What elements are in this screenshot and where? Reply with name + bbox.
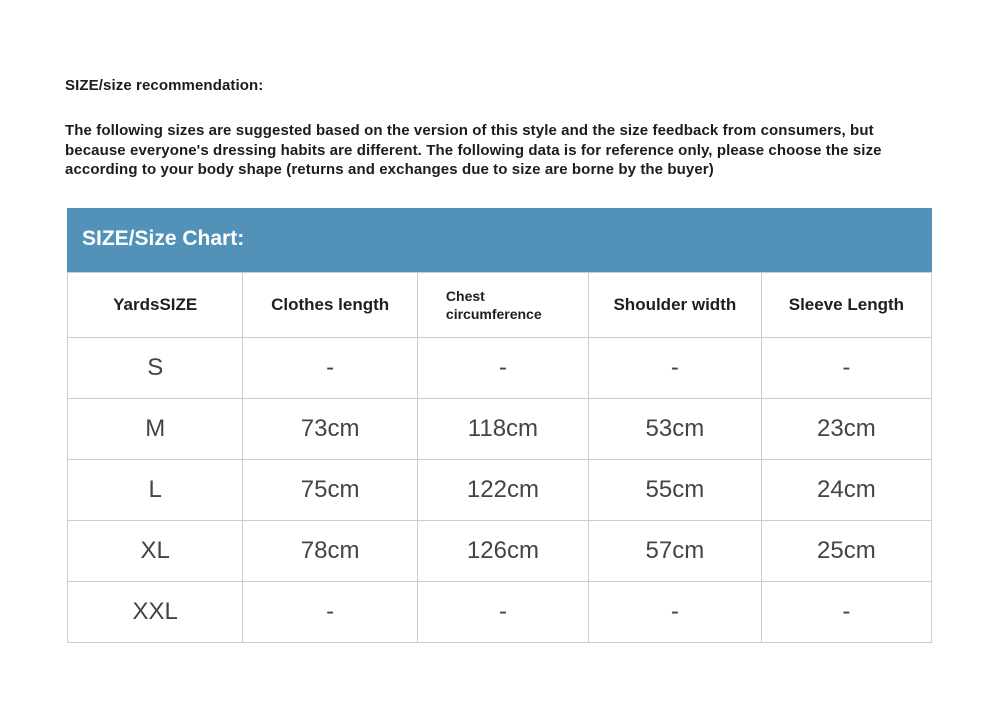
- sleeve-length-value: -: [761, 338, 931, 399]
- table-header-row: [68, 273, 932, 338]
- table-row-s: [68, 338, 932, 399]
- sleeve-length-value: -: [761, 582, 931, 643]
- clothes-length-value: 73cm: [243, 399, 418, 460]
- sleeve-length-value: 23cm: [761, 399, 931, 460]
- chest-circumference-value: -: [417, 338, 588, 399]
- shoulder-width-value: -: [588, 582, 761, 643]
- chest-circumference-value: -: [417, 582, 588, 643]
- clothes-length-value: -: [243, 582, 418, 643]
- size-recommendation-heading: SIZE/size recommendation:: [65, 77, 264, 94]
- sleeve-length-value: 25cm: [761, 521, 931, 582]
- shoulder-width-value: -: [588, 338, 761, 399]
- table-row-m: [68, 399, 932, 460]
- size-label: S: [68, 338, 243, 399]
- shoulder-width-value: 55cm: [588, 460, 761, 521]
- shoulder-width-value: 57cm: [588, 521, 761, 582]
- size-label: L: [68, 460, 243, 521]
- size-chart-table: [67, 272, 932, 643]
- column-header-yards-size: YardsSIZE: [68, 273, 243, 338]
- chest-circumference-value: 126cm: [417, 521, 588, 582]
- column-header-clothes-length: Clothes length: [243, 273, 418, 338]
- column-header-chest-circumference: Chest circumference: [417, 273, 588, 338]
- shoulder-width-value: 53cm: [588, 399, 761, 460]
- table-row-xl: [68, 521, 932, 582]
- size-chart-section: [67, 208, 932, 643]
- clothes-length-value: 75cm: [243, 460, 418, 521]
- table-row-l: [68, 460, 932, 521]
- clothes-length-value: 78cm: [243, 521, 418, 582]
- chest-circumference-value: 118cm: [417, 399, 588, 460]
- column-header-sleeve-length: Sleeve Length: [761, 273, 931, 338]
- size-label: M: [68, 399, 243, 460]
- size-label: XL: [68, 521, 243, 582]
- size-recommendation-text: The following sizes are suggested based on the version of this style and the size feedback from consumers, but because everyone's dressing habits are different. The following data is for reference only, please choose the size according to your body shape (returns and exchanges due to size are borne by the buyer): [65, 122, 882, 178]
- column-header-shoulder-width: Shoulder width: [588, 273, 761, 338]
- sleeve-length-value: 24cm: [761, 460, 931, 521]
- chest-circumference-value: 122cm: [417, 460, 588, 521]
- clothes-length-value: -: [243, 338, 418, 399]
- size-chart-title-bar: SIZE/Size Chart:: [67, 208, 932, 272]
- table-row-xxl: [68, 582, 932, 643]
- size-label: XXL: [68, 582, 243, 643]
